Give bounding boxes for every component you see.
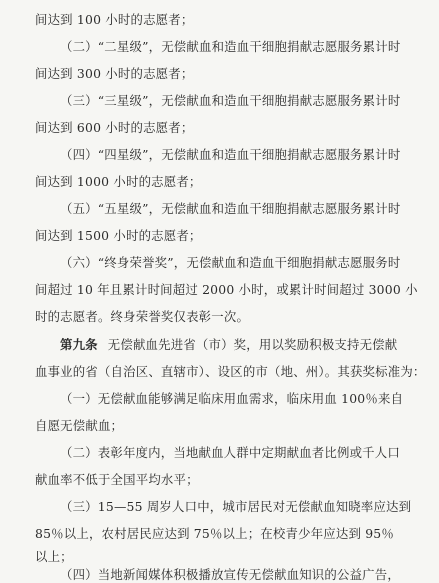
article-heading-line [60, 337, 397, 353]
article-label: 第九条 [60, 337, 98, 352]
text-line: 献血率不低于全国平均水平； [35, 472, 199, 487]
text-line: （四）当地新闻媒体积极播放宣传无偿献血知识的公益广告， [60, 567, 400, 582]
text-line: 间达到 100 小时的志愿者； [35, 12, 194, 27]
text-line: 血事业的省（自治区、直辖市）、设区的市（地、州）。其获奖标准为： [35, 364, 426, 379]
text-line: 时的志愿者。终身荣誉奖仅表彰一次。 [35, 309, 250, 324]
text-line: （一）无偿献血能够满足临床用血需求，临床用血 100％来自 [60, 391, 404, 406]
text-line: （二）“二星级”，无偿献血和造血干细胞捐献志愿服务累计时 [60, 39, 401, 54]
text-line: （六）“终身荣誉奖”，无偿献血和造血干细胞捐献志愿服务时 [60, 255, 401, 270]
text-line: 85％以上，农村居民应达到 75％以上；在校青少年应达到 95％ [35, 526, 394, 541]
text-line: （三）“三星级”，无偿献血和造血干细胞捐献志愿服务累计时 [60, 93, 401, 108]
text-line: 自愿无偿献血； [35, 418, 124, 433]
text-line: 间达到 300 小时的志愿者； [35, 66, 194, 81]
text-line: 间达到 600 小时的志愿者； [35, 120, 194, 135]
text-line: （四）“四星级”，无偿献血和造血干细胞捐献志愿服务累计时 [60, 147, 401, 162]
text-line: （二）表彰年度内，当地献血人群中定期献血者比例或千人口 [60, 445, 400, 460]
text-line: 间达到 1500 小时的志愿者； [35, 228, 202, 243]
text-line: （三）15—55 周岁人口中，城市居民对无偿献血知晓率应达到 [60, 499, 412, 514]
text-line: 间达到 1000 小时的志愿者； [35, 174, 202, 189]
text-line: 以上； [35, 549, 73, 564]
text-line: 间超过 10 年且累计时间超过 2000 小时，或累计时间超过 3000 小 [35, 282, 418, 297]
text-line: （五）“五星级”，无偿献血和造血干细胞捐献志愿服务累计时 [60, 201, 401, 216]
article-text: 无偿献血先进省（市）奖，用以奖励积极支持无偿献 [107, 337, 398, 352]
